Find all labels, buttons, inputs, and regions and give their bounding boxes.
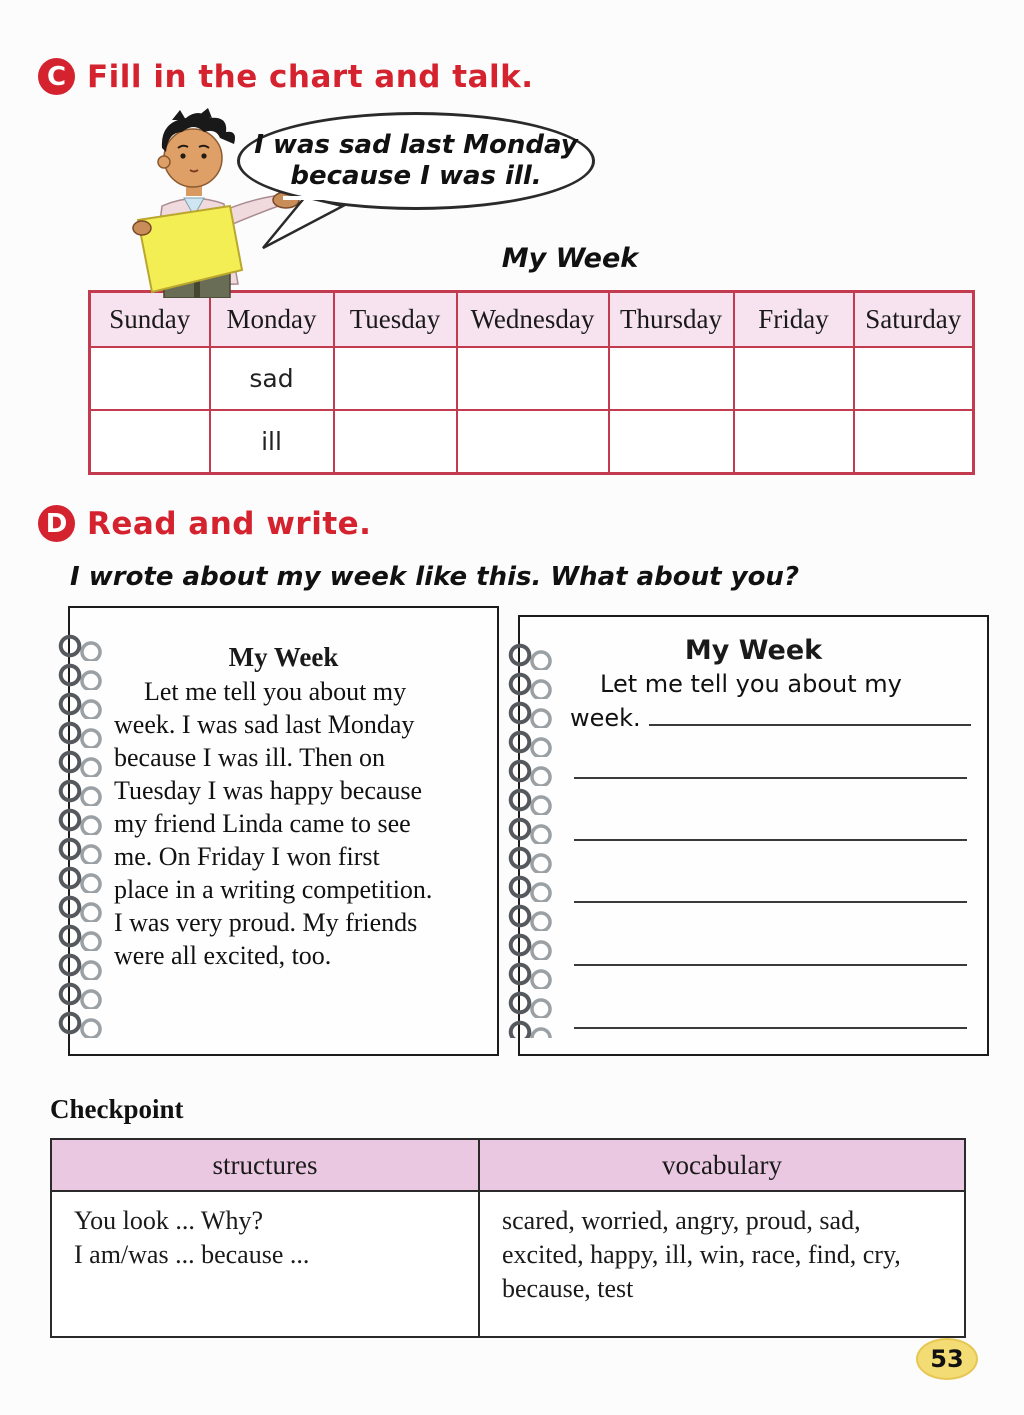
model-note-text: [114, 675, 487, 972]
speech-bubble-line2: because I was ill.: [290, 161, 542, 191]
day-header-saturday: Saturday: [854, 292, 974, 348]
write-in-line[interactable]: [649, 700, 971, 726]
model-note-line: week. I was sad last Monday: [114, 710, 415, 739]
checkpoint-header-vocabulary: vocabulary: [479, 1139, 965, 1191]
section-d-prompt: I wrote about my week like this. What about you?: [70, 562, 800, 592]
section-c-header: [38, 58, 534, 95]
page-number-badge: [916, 1338, 978, 1380]
speech-bubble-line1: I was sad last Monday: [254, 130, 578, 160]
checkpoint-body-row: [51, 1191, 965, 1337]
model-note-title: My Week: [228, 642, 339, 672]
section-d-badge: D: [38, 505, 75, 542]
day-header-thursday: Thursday: [609, 292, 734, 348]
student-note-line2-prefix: week.: [570, 704, 641, 732]
checkpoint-table: [50, 1138, 966, 1338]
cell-monday-reason: ill: [210, 410, 334, 474]
student-note-text: [570, 668, 971, 734]
write-in-line[interactable]: [574, 839, 967, 841]
spiral-binding-icon: [57, 632, 109, 1038]
section-c-title: Fill in the chart and talk.: [87, 58, 534, 95]
reason-row: [90, 410, 974, 474]
day-header-tuesday: Tuesday: [334, 292, 457, 348]
model-note-line: place in a writing competition.: [114, 875, 433, 904]
write-in-line[interactable]: [574, 777, 967, 779]
student-notebook: [518, 615, 989, 1056]
cell-friday-reason[interactable]: [734, 410, 854, 474]
structures-line: I am/was ... because ...: [74, 1240, 310, 1269]
cell-saturday-feeling[interactable]: [854, 347, 974, 410]
day-header-monday: Monday: [210, 292, 334, 348]
cell-saturday-reason[interactable]: [854, 410, 974, 474]
structures-line: You look ... Why?: [74, 1206, 264, 1235]
checkpoint-title: Checkpoint: [50, 1094, 184, 1124]
cell-thursday-feeling[interactable]: [609, 347, 734, 410]
write-in-line[interactable]: [574, 1027, 967, 1029]
spiral-binding-icon: [507, 641, 559, 1038]
week-chart-table: [88, 290, 975, 475]
model-note-line: because I was ill. Then on: [114, 743, 385, 772]
cell-wednesday-reason[interactable]: [457, 410, 609, 474]
week-chart-header-row: [90, 292, 974, 348]
week-chart-title: My Week: [501, 243, 639, 274]
cell-monday-feeling: sad: [210, 347, 334, 410]
section-c-badge: C: [38, 58, 75, 95]
cell-tuesday-feeling[interactable]: [334, 347, 457, 410]
cell-sunday-reason[interactable]: [90, 410, 210, 474]
checkpoint-header-row: [51, 1139, 965, 1191]
day-header-wednesday: Wednesday: [457, 292, 609, 348]
day-header-sunday: Sunday: [90, 292, 210, 348]
write-in-line[interactable]: [574, 964, 967, 966]
page-number: 53: [930, 1345, 964, 1373]
cell-thursday-reason[interactable]: [609, 410, 734, 474]
section-d-header: [38, 505, 371, 542]
checkpoint-structures-cell: [51, 1191, 479, 1337]
checkpoint-header-structures: structures: [51, 1139, 479, 1191]
cell-sunday-feeling[interactable]: [90, 347, 210, 410]
model-note-line: I was very proud. My friends: [114, 908, 418, 937]
student-note-title: My Week: [684, 635, 823, 666]
model-notebook: [68, 606, 499, 1056]
write-in-line[interactable]: [574, 901, 967, 903]
model-note-line: me. On Friday I won first: [114, 842, 380, 871]
speech-bubble-tail: [243, 196, 393, 256]
student-note-line1: Let me tell you about my: [600, 670, 902, 698]
feeling-row: [90, 347, 974, 410]
model-note-line: my friend Linda came to see: [114, 809, 411, 838]
day-header-friday: Friday: [734, 292, 854, 348]
cell-tuesday-reason[interactable]: [334, 410, 457, 474]
model-note-line: were all excited, too.: [114, 941, 332, 970]
section-d-title: Read and write.: [87, 505, 372, 542]
model-note-line: Tuesday I was happy because: [114, 776, 423, 805]
cell-wednesday-feeling[interactable]: [457, 347, 609, 410]
checkpoint-vocabulary-cell: scared, worried, angry, proud, sad, excited, happy, ill, win, race, find, cry, because, test: [479, 1191, 965, 1337]
cell-friday-feeling[interactable]: [734, 347, 854, 410]
model-note-line: Let me tell you about my: [144, 677, 407, 706]
boy-head: [164, 129, 222, 187]
